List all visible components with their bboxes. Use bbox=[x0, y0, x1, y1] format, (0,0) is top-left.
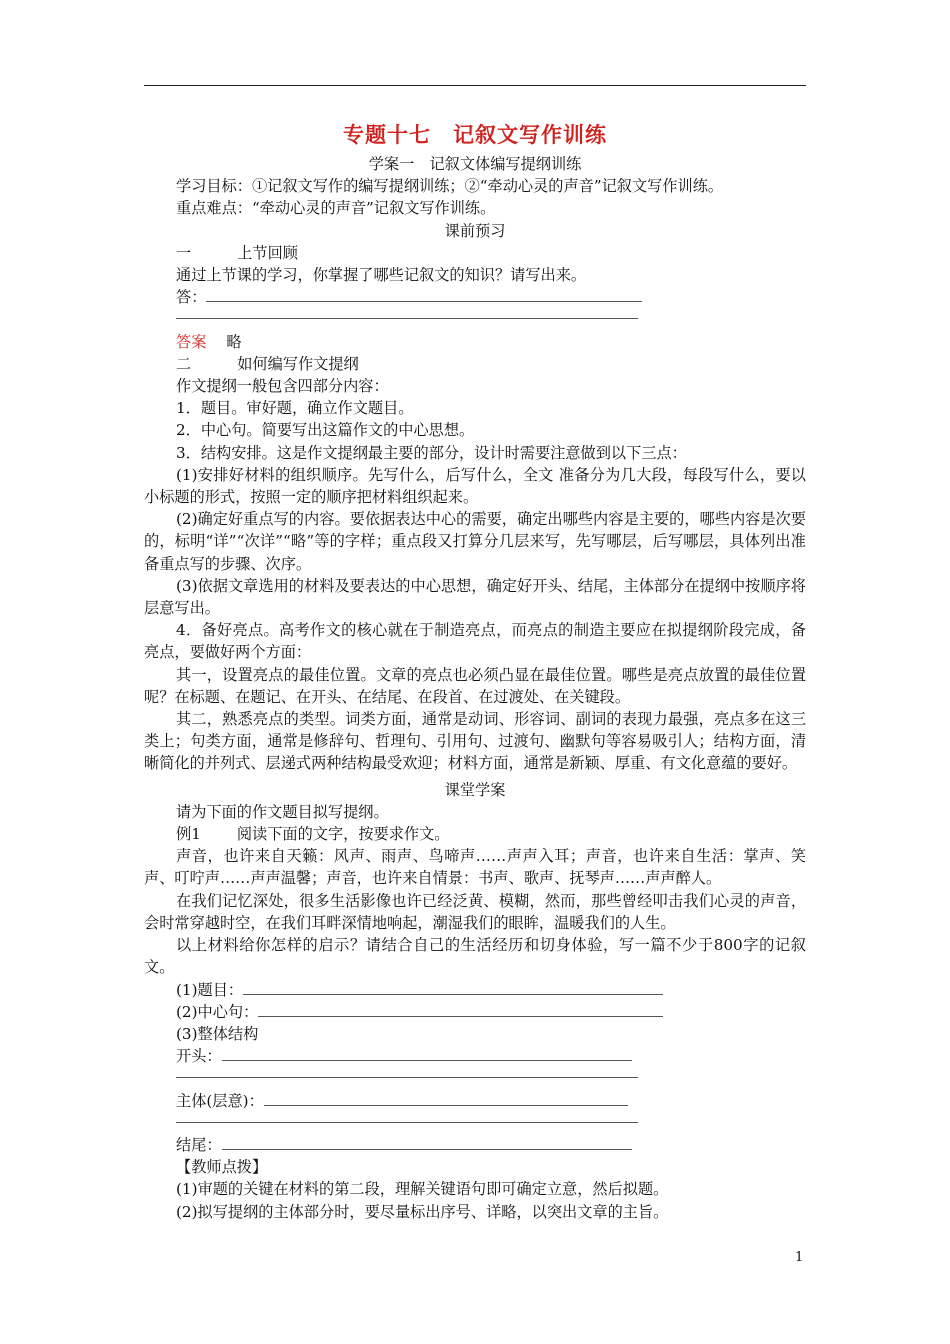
form-center-row bbox=[144, 1001, 806, 1023]
form-title-label: (1)题目： bbox=[176, 980, 244, 999]
material-paragraph-3: 以上材料给你怎样的启示？请结合自己的生活经历和切身体验，写一篇不少于800字的记叙文。 bbox=[144, 936, 806, 977]
page-title: 专题十七 记叙文写作训练 bbox=[343, 122, 607, 147]
form-open-blank-2[interactable] bbox=[144, 1067, 806, 1089]
section-one-question: 通过上节课的学习，你掌握了哪些记叙文的知识？请写出来。 bbox=[176, 266, 587, 285]
answer-key-text: 略 bbox=[226, 332, 242, 351]
outline-item-4: 4．备好亮点。高考作文的核心就在于制造亮点，而亮点的制造主要应在拟提纲阶段完成，备亮点，要做好两个方面： bbox=[144, 621, 806, 662]
answer-blank-2[interactable] bbox=[144, 308, 806, 330]
highlight-first: 其一，设置亮点的最佳位置。文章的亮点也必须凸显在最佳位置。哪些是亮点放置的最佳位置呢？在标题、在题记、在开头、在结尾、在段首、在过渡处、在关键段。 bbox=[144, 665, 806, 706]
section-one-title: 上节回顾 bbox=[237, 243, 298, 262]
preview-heading: 课前预习 bbox=[444, 221, 506, 240]
form-center-blank[interactable] bbox=[258, 1003, 663, 1017]
form-title-row bbox=[144, 979, 806, 1001]
learning-objective: 学习目标：①记叙文写作的编写提纲训练；②“牵动心灵的声音”记叙文写作训练。 bbox=[176, 177, 724, 196]
answer-blank[interactable] bbox=[206, 288, 642, 302]
form-title-blank[interactable] bbox=[243, 981, 663, 995]
class-heading: 课堂学案 bbox=[444, 780, 506, 799]
section-two-number: 二 bbox=[176, 354, 192, 373]
form-open-row bbox=[144, 1045, 806, 1067]
form-body-row bbox=[144, 1090, 806, 1112]
form-end-blank[interactable] bbox=[222, 1136, 632, 1150]
form-body-blank[interactable] bbox=[264, 1092, 628, 1106]
section-two-title: 如何编写作文提纲 bbox=[237, 354, 359, 373]
header-rule bbox=[144, 85, 806, 86]
subtitle: 学案一 记叙文体编写提纲训练 bbox=[368, 155, 582, 173]
form-open-blank[interactable] bbox=[222, 1047, 632, 1061]
form-open-label: 开头： bbox=[176, 1047, 222, 1066]
example-label: 例1 bbox=[176, 825, 201, 844]
outline-item-2: 2．中心句。简要写出这篇作文的中心思想。 bbox=[176, 421, 475, 440]
answer-key bbox=[144, 331, 806, 353]
teacher-tip-2: (2)拟写提纲的主体部分时，要尽量标出序号、详略，以突出文章的主旨。 bbox=[176, 1202, 669, 1221]
highlight-second: 其二，熟悉亮点的类型。词类方面，通常是动词、形容词、副词的表现力最强，亮点多在这三类上；句类方面，通常是修辞句、哲理句、引用句、过渡句、幽默句等容易吸引人；结构方面，清晰简化的并列式、层递式两种结构最受欢迎；材料方面，通常是新颖、厚重、有文化意蕴的要好。 bbox=[144, 710, 806, 773]
form-center-label: (2)中心句： bbox=[176, 1002, 259, 1021]
task-instruction: 请为下面的作文题目拟写提纲。 bbox=[176, 802, 389, 821]
page-number: 1 bbox=[795, 1250, 804, 1265]
outline-item-1: 1．题目。审好题，确立作文题目。 bbox=[176, 399, 414, 418]
example-heading bbox=[144, 823, 806, 845]
answer-key-label: 答案 bbox=[176, 332, 207, 351]
answer-row bbox=[144, 286, 806, 308]
outline-intro: 作文提纲一般包含四部分内容： bbox=[176, 377, 389, 396]
material-paragraph-1: 声音，也许来自天籁：风声、雨声、鸟啼声……声声入耳；声音，也许来自生活：掌声、笑声、叮咛声……声声温馨；声音，也许来自情景：书声、歌声、抚琴声……声声醉人。 bbox=[144, 847, 806, 888]
structure-point-3: (3)依据文章选用的材料及要表达的中心思想，确定好开头、结尾，主体部分在提纲中按顺序将层意写出。 bbox=[144, 576, 806, 618]
example-text: 阅读下面的文字，按要求作文。 bbox=[236, 825, 450, 844]
material-paragraph-2: 在我们记忆深处，很多生活影像也许已经泛黄、模糊，然而，那些曾经叩击我们心灵的声音，会时常穿越时空，在我们耳畔深情地响起，潮湿我们的眼眸，温暖我们的人生。 bbox=[144, 891, 806, 932]
structure-point-2: (2)确定好重点写的内容。要依据表达中心的需要，确定出哪些内容是主要的，哪些内容是次要的，标明“详”“次详”“略”等的字样；重点段又打算分几层来写，先写哪层，后写哪层，具体列出准备重点写的步骤、次序。 bbox=[144, 510, 806, 573]
section-two-heading bbox=[144, 353, 806, 375]
key-difficulty: 重点难点：“牵动心灵的声音”记叙文写作训练。 bbox=[176, 199, 496, 218]
outline-item-3: 3．结构安排。这是作文提纲最主要的部分，设计时需要注意做到以下三点： bbox=[176, 443, 687, 462]
teacher-tip-1: (1)审题的关键在材料的第二段，理解关键语句即可确定立意，然后拟题。 bbox=[176, 1180, 669, 1199]
form-end-row bbox=[144, 1134, 806, 1156]
section-one-number: 一 bbox=[176, 243, 192, 262]
document-body bbox=[144, 118, 806, 1223]
answer-label: 答： bbox=[176, 288, 207, 307]
form-body-blank-2[interactable] bbox=[144, 1112, 806, 1134]
form-structure-label: (3)整体结构 bbox=[176, 1024, 259, 1043]
form-body-label: 主体(层意)： bbox=[176, 1091, 264, 1110]
teacher-tips-heading: 【教师点拨】 bbox=[176, 1158, 268, 1177]
section-one-heading bbox=[144, 242, 806, 264]
form-end-label: 结尾： bbox=[176, 1135, 222, 1154]
structure-point-1: (1)安排好材料的组织顺序。先写什么，后写什么，全文 准备分为几大段，每段写什么，要以小标题的形式，按照一定的顺序把材料组织起来。 bbox=[144, 465, 806, 507]
